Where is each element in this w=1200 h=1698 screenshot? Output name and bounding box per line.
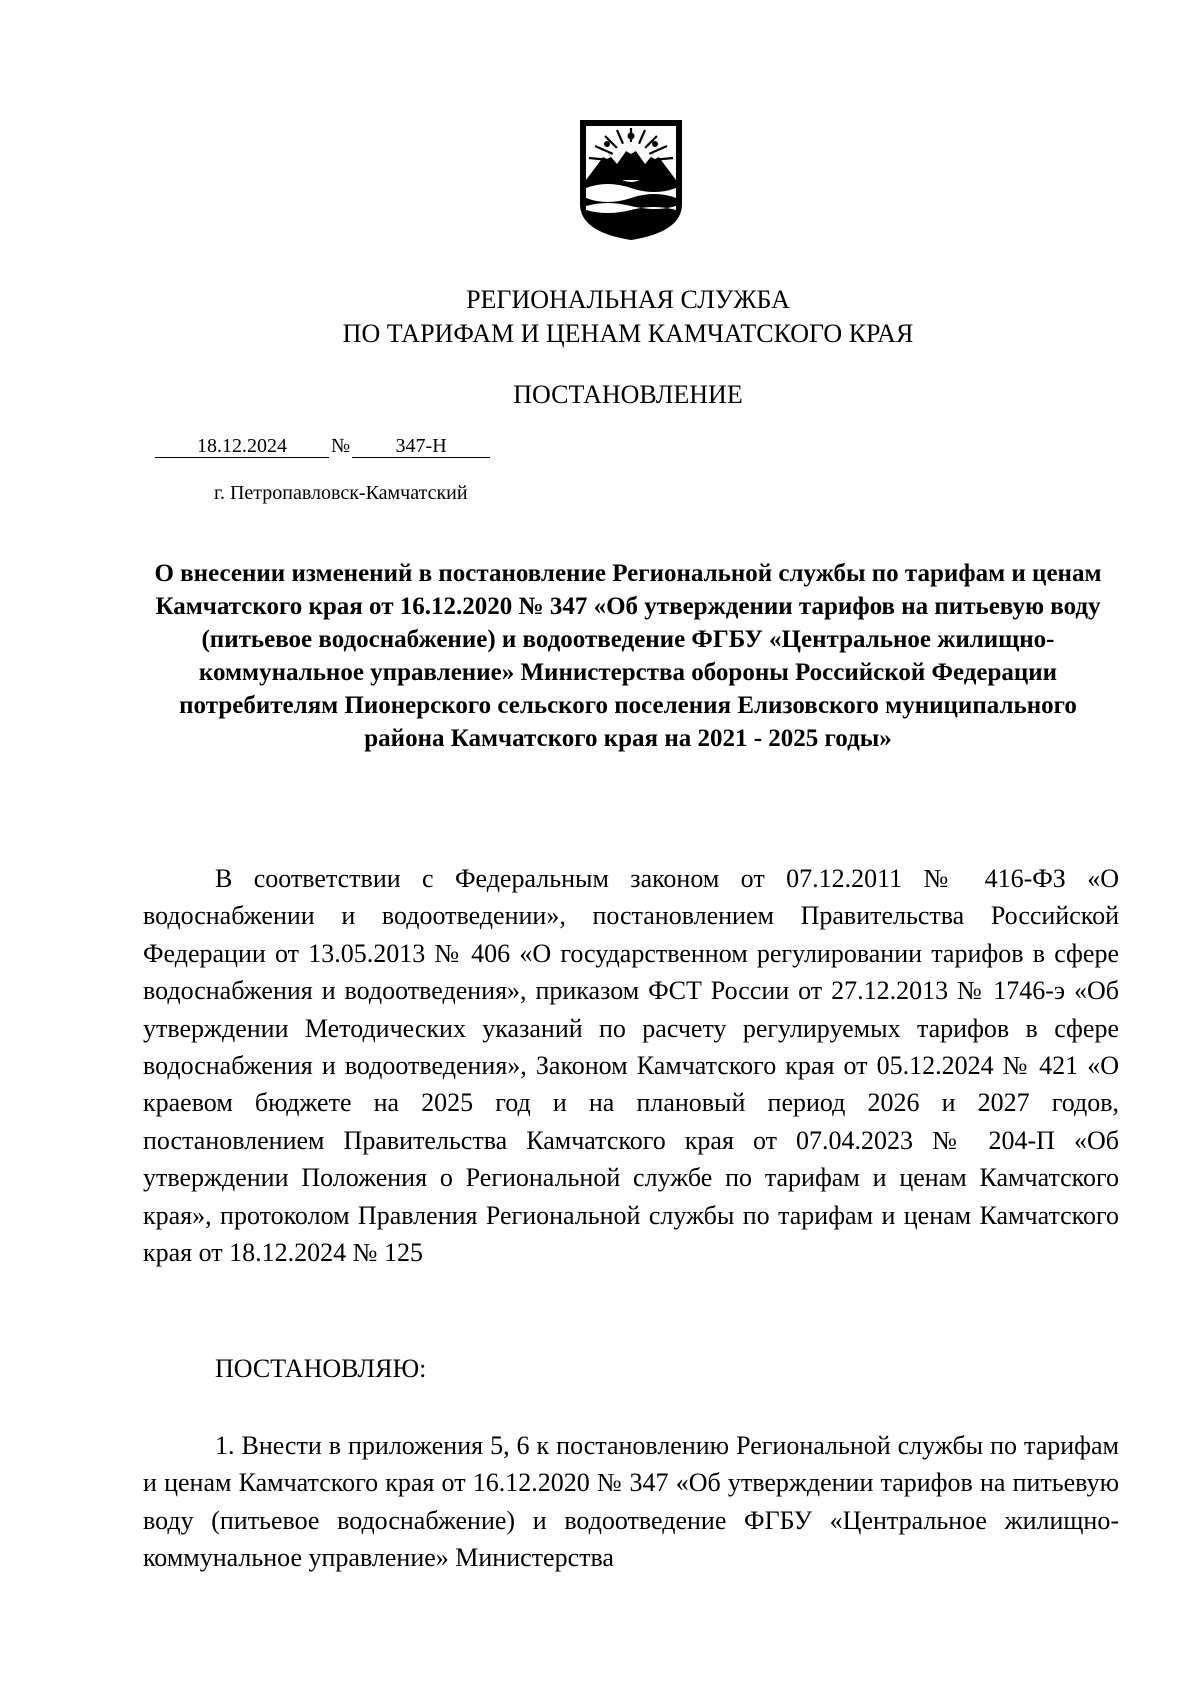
city: г. Петропавловск-Камчатский bbox=[214, 482, 468, 504]
document-type: ПОСТАНОВЛЕНИЕ bbox=[513, 380, 743, 409]
decree-word: ПОСТАНОВЛЯЮ: bbox=[215, 1354, 427, 1383]
org-name-line2: ПО ТАРИФАМ И ЦЕНАМ КАМЧАТСКОГО КРАЯ bbox=[342, 319, 914, 348]
date-number-row bbox=[155, 433, 490, 459]
document-date: 18.12.2024 bbox=[155, 435, 329, 458]
number-label: № bbox=[331, 435, 351, 457]
kamchatka-coat-of-arms-icon bbox=[577, 114, 685, 242]
preamble-paragraph: В соответствии с Федеральным законом от 07.12.2011 № 416-ФЗ «О водоснабжении и водоотведении», постановлением Правительства Российской Федерации от 13.05.2013 № 406 «О государственном регулировании тарифов в сфере водоснабжения и водоотведения», приказом ФСТ России от 27.12.2013 № 1746-э «Об утверждении Методических указаний по расчету регулируемых тарифов в сфере водоснабжения и водоотведения», Законом Камчатского края от 05.12.2024 № 421 «О краевом бюджете на 2025 год и на плановый период 2026 и 2027 годов, постановлением Правительства Камчатского края от 07.04.2023 № 204-П «Об утверждении Положения о Региональной службе по тарифам и ценам Камчатского края», протоколом Правления Региональной службы по тарифам и ценам Камчатского края от 18.12.2024 № 125 bbox=[143, 864, 1119, 1268]
document-title: О внесении изменений в постановление Региональной службы по тарифам и ценам Камчатского края от 16.12.2020 № 347 «Об утверждении тарифов на питьевую воду (питьевое водоснабжение) и водоотведение ФГБУ «Центральное жилищно-коммунальное управление» Министерства обороны Российской Федерации потребителям Пионерского сельского поселения Елизовского муниципального района Камчатского края на 2021 - 2025 годы» bbox=[154, 560, 1102, 752]
org-name-line1: РЕГИОНАЛЬНАЯ СЛУЖБА bbox=[466, 285, 790, 314]
document-number: 347-Н bbox=[352, 435, 490, 458]
item-1-paragraph: 1. Внести в приложения 5, 6 к постановлению Региональной службы по тарифам и ценам Камчатского края от 16.12.2020 № 347 «Об утверждении тарифов на питьевую воду (питьевое водоснабжение) и водоотведение ФГБУ «Центральное жилищно-коммунальное управление» Министерства bbox=[143, 1431, 1119, 1573]
